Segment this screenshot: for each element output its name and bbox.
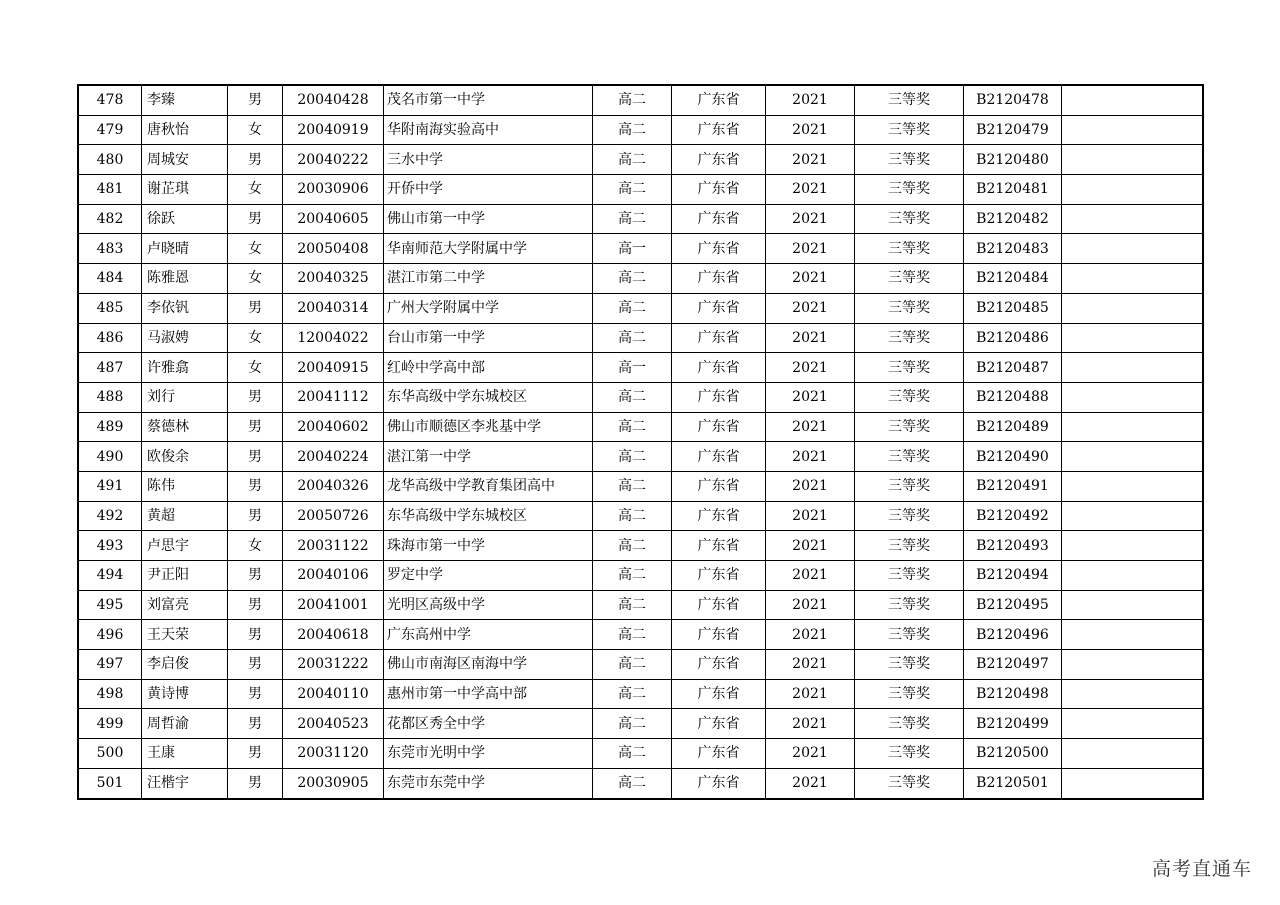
- empty-cell: [1062, 382, 1204, 412]
- table-row: [78, 620, 1203, 650]
- certificate-number-cell: B2120485: [964, 293, 1062, 323]
- table-row: [78, 442, 1203, 472]
- empty-cell: [1062, 85, 1204, 115]
- row-number-cell: 494: [78, 561, 142, 591]
- empty-cell: [1062, 264, 1204, 294]
- school-name-cell: 惠州市第一中学高中部: [384, 679, 593, 709]
- birth-date-cell: 20040428: [283, 85, 384, 115]
- row-number-cell: 501: [78, 768, 142, 798]
- birth-date-cell: 20031222: [283, 650, 384, 680]
- province-cell: 广东省: [672, 471, 766, 501]
- province-cell: 广东省: [672, 650, 766, 680]
- province-cell: 广东省: [672, 768, 766, 798]
- gender-cell: 女: [228, 115, 283, 145]
- award-level-cell: 三等奖: [855, 620, 964, 650]
- table-row: [78, 115, 1203, 145]
- empty-cell: [1062, 293, 1204, 323]
- province-cell: 广东省: [672, 501, 766, 531]
- award-level-cell: 三等奖: [855, 531, 964, 561]
- empty-cell: [1062, 620, 1204, 650]
- table-row: [78, 323, 1203, 353]
- birth-date-cell: 20040110: [283, 679, 384, 709]
- birth-date-cell: 20050408: [283, 234, 384, 264]
- table-row: [78, 264, 1203, 294]
- grade-cell: 高二: [593, 264, 672, 294]
- birth-date-cell: 12004022: [283, 323, 384, 353]
- province-cell: 广东省: [672, 412, 766, 442]
- award-level-cell: 三等奖: [855, 561, 964, 591]
- row-number-cell: 500: [78, 739, 142, 769]
- province-cell: 广东省: [672, 293, 766, 323]
- gender-cell: 男: [228, 620, 283, 650]
- award-level-cell: 三等奖: [855, 115, 964, 145]
- school-name-cell: 龙华高级中学教育集团高中: [384, 471, 593, 501]
- grade-cell: 高二: [593, 204, 672, 234]
- row-number-cell: 479: [78, 115, 142, 145]
- table-row: [78, 175, 1203, 205]
- certificate-number-cell: B2120498: [964, 679, 1062, 709]
- row-number-cell: 480: [78, 145, 142, 175]
- empty-cell: [1062, 234, 1204, 264]
- gender-cell: 男: [228, 650, 283, 680]
- empty-cell: [1062, 442, 1204, 472]
- grade-cell: 高二: [593, 501, 672, 531]
- student-name-cell: 徐跃: [142, 204, 228, 234]
- student-name-cell: 欧俊余: [142, 442, 228, 472]
- birth-date-cell: 20030906: [283, 175, 384, 205]
- award-level-cell: 三等奖: [855, 175, 964, 205]
- province-cell: 广东省: [672, 85, 766, 115]
- certificate-number-cell: B2120484: [964, 264, 1062, 294]
- year-cell: 2021: [766, 768, 855, 798]
- table-row: [78, 561, 1203, 591]
- row-number-cell: 491: [78, 471, 142, 501]
- gender-cell: 男: [228, 204, 283, 234]
- empty-cell: [1062, 531, 1204, 561]
- row-number-cell: 478: [78, 85, 142, 115]
- province-cell: 广东省: [672, 115, 766, 145]
- school-name-cell: 东华高级中学东城校区: [384, 501, 593, 531]
- grade-cell: 高二: [593, 85, 672, 115]
- row-number-cell: 483: [78, 234, 142, 264]
- birth-date-cell: 20040602: [283, 412, 384, 442]
- gender-cell: 男: [228, 145, 283, 175]
- empty-cell: [1062, 471, 1204, 501]
- grade-cell: 高二: [593, 412, 672, 442]
- empty-cell: [1062, 679, 1204, 709]
- certificate-number-cell: B2120501: [964, 768, 1062, 798]
- certificate-number-cell: B2120489: [964, 412, 1062, 442]
- gender-cell: 男: [228, 739, 283, 769]
- empty-cell: [1062, 739, 1204, 769]
- grade-cell: 高二: [593, 650, 672, 680]
- birth-date-cell: 20040919: [283, 115, 384, 145]
- award-level-cell: 三等奖: [855, 590, 964, 620]
- school-name-cell: 湛江市第二中学: [384, 264, 593, 294]
- gender-cell: 男: [228, 679, 283, 709]
- table-body: [78, 85, 1203, 799]
- certificate-number-cell: B2120478: [964, 85, 1062, 115]
- empty-cell: [1062, 412, 1204, 442]
- gender-cell: 女: [228, 353, 283, 383]
- grade-cell: 高二: [593, 293, 672, 323]
- student-name-cell: 陈伟: [142, 471, 228, 501]
- row-number-cell: 485: [78, 293, 142, 323]
- student-name-cell: 李启俊: [142, 650, 228, 680]
- empty-cell: [1062, 768, 1204, 798]
- student-name-cell: 唐秋怡: [142, 115, 228, 145]
- row-number-cell: 481: [78, 175, 142, 205]
- gender-cell: 女: [228, 234, 283, 264]
- birth-date-cell: 20040222: [283, 145, 384, 175]
- certificate-number-cell: B2120487: [964, 353, 1062, 383]
- table-row: [78, 709, 1203, 739]
- table-row: [78, 590, 1203, 620]
- certificate-number-cell: B2120495: [964, 590, 1062, 620]
- birth-date-cell: 20041112: [283, 382, 384, 412]
- table-row: [78, 145, 1203, 175]
- award-level-cell: 三等奖: [855, 768, 964, 798]
- certificate-number-cell: B2120496: [964, 620, 1062, 650]
- grade-cell: 高二: [593, 442, 672, 472]
- school-name-cell: 东莞市东莞中学: [384, 768, 593, 798]
- grade-cell: 高二: [593, 175, 672, 205]
- row-number-cell: 498: [78, 679, 142, 709]
- gender-cell: 女: [228, 323, 283, 353]
- student-name-cell: 周哲渝: [142, 709, 228, 739]
- year-cell: 2021: [766, 204, 855, 234]
- certificate-number-cell: B2120500: [964, 739, 1062, 769]
- certificate-number-cell: B2120490: [964, 442, 1062, 472]
- year-cell: 2021: [766, 739, 855, 769]
- table-row: [78, 739, 1203, 769]
- province-cell: 广东省: [672, 382, 766, 412]
- year-cell: 2021: [766, 442, 855, 472]
- empty-cell: [1062, 650, 1204, 680]
- year-cell: 2021: [766, 709, 855, 739]
- school-name-cell: 台山市第一中学: [384, 323, 593, 353]
- student-name-cell: 马淑娉: [142, 323, 228, 353]
- row-number-cell: 489: [78, 412, 142, 442]
- student-name-cell: 汪楷宇: [142, 768, 228, 798]
- empty-cell: [1062, 561, 1204, 591]
- year-cell: 2021: [766, 679, 855, 709]
- row-number-cell: 499: [78, 709, 142, 739]
- student-name-cell: 谢芷琪: [142, 175, 228, 205]
- year-cell: 2021: [766, 412, 855, 442]
- award-level-cell: 三等奖: [855, 471, 964, 501]
- school-name-cell: 佛山市第一中学: [384, 204, 593, 234]
- student-name-cell: 许雅翕: [142, 353, 228, 383]
- school-name-cell: 佛山市南海区南海中学: [384, 650, 593, 680]
- gender-cell: 男: [228, 768, 283, 798]
- award-level-cell: 三等奖: [855, 442, 964, 472]
- empty-cell: [1062, 590, 1204, 620]
- certificate-number-cell: B2120492: [964, 501, 1062, 531]
- grade-cell: 高二: [593, 590, 672, 620]
- province-cell: 广东省: [672, 264, 766, 294]
- row-number-cell: 495: [78, 590, 142, 620]
- table-row: [78, 501, 1203, 531]
- row-number-cell: 482: [78, 204, 142, 234]
- province-cell: 广东省: [672, 561, 766, 591]
- student-name-cell: 李臻: [142, 85, 228, 115]
- birth-date-cell: 20031122: [283, 531, 384, 561]
- grade-cell: 高二: [593, 679, 672, 709]
- award-level-cell: 三等奖: [855, 650, 964, 680]
- row-number-cell: 492: [78, 501, 142, 531]
- empty-cell: [1062, 145, 1204, 175]
- empty-cell: [1062, 353, 1204, 383]
- grade-cell: 高二: [593, 739, 672, 769]
- award-level-cell: 三等奖: [855, 739, 964, 769]
- birth-date-cell: 20040314: [283, 293, 384, 323]
- gender-cell: 男: [228, 709, 283, 739]
- certificate-number-cell: B2120479: [964, 115, 1062, 145]
- certificate-number-cell: B2120483: [964, 234, 1062, 264]
- student-name-cell: 蔡德林: [142, 412, 228, 442]
- table-row: [78, 382, 1203, 412]
- school-name-cell: 湛江第一中学: [384, 442, 593, 472]
- birth-date-cell: 20041001: [283, 590, 384, 620]
- gender-cell: 女: [228, 175, 283, 205]
- school-name-cell: 东华高级中学东城校区: [384, 382, 593, 412]
- gender-cell: 男: [228, 501, 283, 531]
- student-name-cell: 李依钒: [142, 293, 228, 323]
- year-cell: 2021: [766, 293, 855, 323]
- birth-date-cell: 20040618: [283, 620, 384, 650]
- province-cell: 广东省: [672, 590, 766, 620]
- student-name-cell: 刘富亮: [142, 590, 228, 620]
- student-name-cell: 卢思宇: [142, 531, 228, 561]
- year-cell: 2021: [766, 145, 855, 175]
- province-cell: 广东省: [672, 620, 766, 650]
- award-level-cell: 三等奖: [855, 145, 964, 175]
- grade-cell: 高一: [593, 234, 672, 264]
- school-name-cell: 广东高州中学: [384, 620, 593, 650]
- school-name-cell: 珠海市第一中学: [384, 531, 593, 561]
- school-name-cell: 广州大学附属中学: [384, 293, 593, 323]
- school-name-cell: 华附南海实验高中: [384, 115, 593, 145]
- table-row: [78, 412, 1203, 442]
- student-name-cell: 陈雅恩: [142, 264, 228, 294]
- award-level-cell: 三等奖: [855, 501, 964, 531]
- birth-date-cell: 20031120: [283, 739, 384, 769]
- province-cell: 广东省: [672, 204, 766, 234]
- award-level-cell: 三等奖: [855, 679, 964, 709]
- empty-cell: [1062, 115, 1204, 145]
- gender-cell: 男: [228, 293, 283, 323]
- province-cell: 广东省: [672, 442, 766, 472]
- birth-date-cell: 20040605: [283, 204, 384, 234]
- gender-cell: 女: [228, 264, 283, 294]
- certificate-number-cell: B2120482: [964, 204, 1062, 234]
- student-name-cell: 卢晓晴: [142, 234, 228, 264]
- award-level-cell: 三等奖: [855, 204, 964, 234]
- year-cell: 2021: [766, 501, 855, 531]
- student-name-cell: 刘行: [142, 382, 228, 412]
- gender-cell: 男: [228, 561, 283, 591]
- row-number-cell: 486: [78, 323, 142, 353]
- empty-cell: [1062, 175, 1204, 205]
- empty-cell: [1062, 709, 1204, 739]
- year-cell: 2021: [766, 115, 855, 145]
- birth-date-cell: 20040224: [283, 442, 384, 472]
- award-level-cell: 三等奖: [855, 234, 964, 264]
- row-number-cell: 493: [78, 531, 142, 561]
- province-cell: 广东省: [672, 709, 766, 739]
- grade-cell: 高二: [593, 768, 672, 798]
- row-number-cell: 497: [78, 650, 142, 680]
- certificate-number-cell: B2120491: [964, 471, 1062, 501]
- student-name-cell: 尹正阳: [142, 561, 228, 591]
- award-level-cell: 三等奖: [855, 353, 964, 383]
- school-name-cell: 佛山市顺德区李兆基中学: [384, 412, 593, 442]
- table-row: [78, 85, 1203, 115]
- birth-date-cell: 20040325: [283, 264, 384, 294]
- award-level-cell: 三等奖: [855, 293, 964, 323]
- province-cell: 广东省: [672, 234, 766, 264]
- table-row: [78, 204, 1203, 234]
- row-number-cell: 487: [78, 353, 142, 383]
- award-level-cell: 三等奖: [855, 382, 964, 412]
- award-level-cell: 三等奖: [855, 412, 964, 442]
- student-name-cell: 王天荣: [142, 620, 228, 650]
- row-number-cell: 484: [78, 264, 142, 294]
- table-row: [78, 293, 1203, 323]
- table-row: [78, 471, 1203, 501]
- empty-cell: [1062, 204, 1204, 234]
- province-cell: 广东省: [672, 739, 766, 769]
- birth-date-cell: 20040106: [283, 561, 384, 591]
- year-cell: 2021: [766, 323, 855, 353]
- year-cell: 2021: [766, 175, 855, 205]
- gender-cell: 男: [228, 382, 283, 412]
- birth-date-cell: 20040523: [283, 709, 384, 739]
- certificate-number-cell: B2120486: [964, 323, 1062, 353]
- student-name-cell: 周城安: [142, 145, 228, 175]
- grade-cell: 高二: [593, 145, 672, 175]
- award-level-cell: 三等奖: [855, 85, 964, 115]
- student-name-cell: 黄超: [142, 501, 228, 531]
- province-cell: 广东省: [672, 679, 766, 709]
- award-level-cell: 三等奖: [855, 709, 964, 739]
- grade-cell: 高二: [593, 323, 672, 353]
- year-cell: 2021: [766, 85, 855, 115]
- certificate-number-cell: B2120493: [964, 531, 1062, 561]
- gender-cell: 男: [228, 85, 283, 115]
- year-cell: 2021: [766, 650, 855, 680]
- gender-cell: 男: [228, 590, 283, 620]
- year-cell: 2021: [766, 353, 855, 383]
- birth-date-cell: 20040915: [283, 353, 384, 383]
- year-cell: 2021: [766, 234, 855, 264]
- table-row: [78, 531, 1203, 561]
- grade-cell: 高二: [593, 471, 672, 501]
- grade-cell: 高二: [593, 561, 672, 591]
- year-cell: 2021: [766, 382, 855, 412]
- certificate-number-cell: B2120497: [964, 650, 1062, 680]
- certificate-number-cell: B2120499: [964, 709, 1062, 739]
- table-row: [78, 234, 1203, 264]
- birth-date-cell: 20030905: [283, 768, 384, 798]
- province-cell: 广东省: [672, 145, 766, 175]
- certificate-number-cell: B2120481: [964, 175, 1062, 205]
- year-cell: 2021: [766, 561, 855, 591]
- certificate-number-cell: B2120480: [964, 145, 1062, 175]
- province-cell: 广东省: [672, 531, 766, 561]
- school-name-cell: 红岭中学高中部: [384, 353, 593, 383]
- grade-cell: 高二: [593, 709, 672, 739]
- grade-cell: 高二: [593, 620, 672, 650]
- row-number-cell: 490: [78, 442, 142, 472]
- award-list-table: [77, 84, 1204, 800]
- gender-cell: 男: [228, 442, 283, 472]
- year-cell: 2021: [766, 531, 855, 561]
- certificate-number-cell: B2120488: [964, 382, 1062, 412]
- grade-cell: 高二: [593, 115, 672, 145]
- school-name-cell: 光明区高级中学: [384, 590, 593, 620]
- gender-cell: 男: [228, 471, 283, 501]
- table-row: [78, 353, 1203, 383]
- table-row: [78, 768, 1203, 798]
- empty-cell: [1062, 323, 1204, 353]
- school-name-cell: 花都区秀全中学: [384, 709, 593, 739]
- province-cell: 广东省: [672, 175, 766, 205]
- gender-cell: 女: [228, 531, 283, 561]
- student-name-cell: 黄诗博: [142, 679, 228, 709]
- birth-date-cell: 20040326: [283, 471, 384, 501]
- school-name-cell: 茂名市第一中学: [384, 85, 593, 115]
- table-row: [78, 650, 1203, 680]
- gender-cell: 男: [228, 412, 283, 442]
- school-name-cell: 三水中学: [384, 145, 593, 175]
- year-cell: 2021: [766, 471, 855, 501]
- year-cell: 2021: [766, 264, 855, 294]
- student-name-cell: 王康: [142, 739, 228, 769]
- school-name-cell: 东莞市光明中学: [384, 739, 593, 769]
- province-cell: 广东省: [672, 353, 766, 383]
- birth-date-cell: 20050726: [283, 501, 384, 531]
- school-name-cell: 开侨中学: [384, 175, 593, 205]
- grade-cell: 高一: [593, 353, 672, 383]
- row-number-cell: 488: [78, 382, 142, 412]
- school-name-cell: 罗定中学: [384, 561, 593, 591]
- award-level-cell: 三等奖: [855, 264, 964, 294]
- empty-cell: [1062, 501, 1204, 531]
- row-number-cell: 496: [78, 620, 142, 650]
- year-cell: 2021: [766, 620, 855, 650]
- year-cell: 2021: [766, 590, 855, 620]
- certificate-number-cell: B2120494: [964, 561, 1062, 591]
- province-cell: 广东省: [672, 323, 766, 353]
- watermark-text: 高考直通车: [1151, 858, 1252, 880]
- table-row: [78, 679, 1203, 709]
- grade-cell: 高二: [593, 382, 672, 412]
- school-name-cell: 华南师范大学附属中学: [384, 234, 593, 264]
- grade-cell: 高二: [593, 531, 672, 561]
- award-level-cell: 三等奖: [855, 323, 964, 353]
